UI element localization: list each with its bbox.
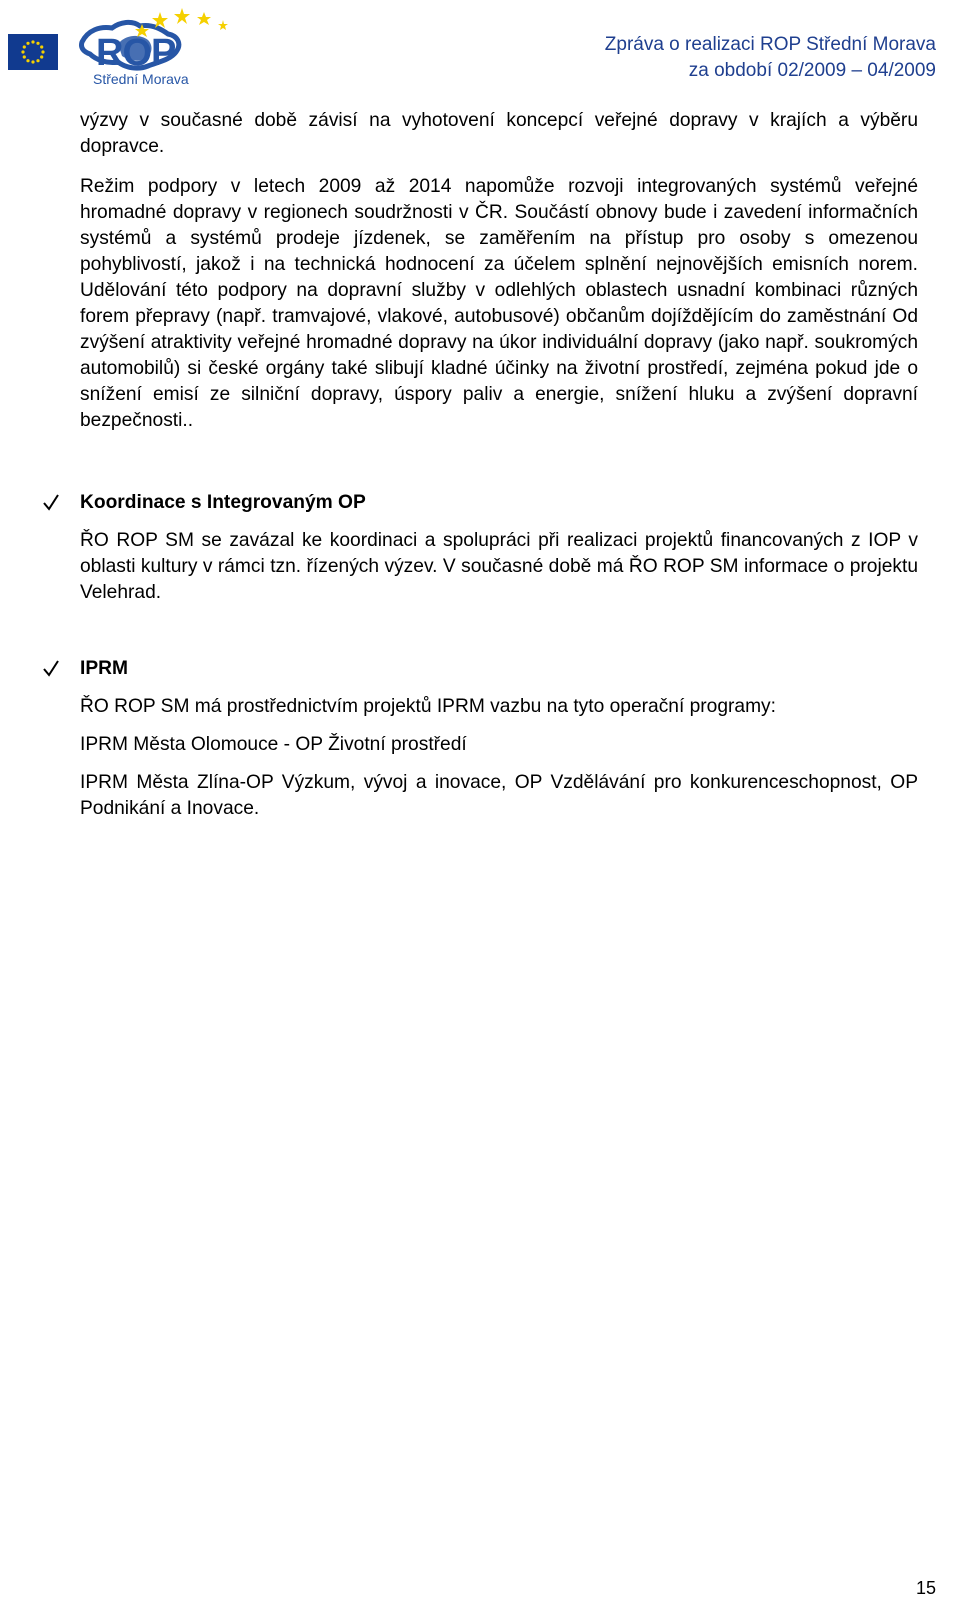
paragraph: ŘO ROP SM má prostřednictvím projektů IPRM vazbu na tyto operační programy:	[80, 696, 776, 717]
eu-flag-icon	[8, 34, 58, 70]
page-number: 15	[915, 1578, 936, 1598]
logo-text: ROP	[96, 32, 176, 74]
paragraph: výzvy v současné době závisí na vyhotovení koncepcí veřejné dopravy v krajích a výběru dopravce.	[80, 110, 918, 157]
document-period: za období 02/2009 – 04/2009	[688, 60, 936, 81]
document-title	[605, 32, 936, 84]
logo-subtitle: Střední Morava	[93, 71, 189, 87]
document-title-line1: Zpráva o realizaci ROP Střední Morava	[604, 34, 936, 55]
page-header	[0, 0, 960, 100]
paragraph: IPRM Města Olomouce - OP Životní prostředí	[80, 734, 467, 755]
checkmark-icon	[42, 658, 60, 678]
checkmark-icon	[42, 492, 60, 512]
section-heading-text: Koordinace s Integrovaným OP	[80, 492, 366, 513]
paragraph: IPRM Města Zlína-OP Výzkum, vývoj a inovace, OP Vzdělávání pro konkurenceschopnost, OP Podnikání a Inovace.	[80, 772, 918, 819]
document-body	[80, 108, 918, 822]
paragraph: Režim podpory v letech 2009 až 2014 napomůže rozvoji integrovaných systémů veřejné hromadné dopravy v regionech soudržnosti v ČR. Součástí obnovy bude i zavedení informačních systémů a systémů prodeje jízdenek, se zaměřením na přístup pro osoby s omezenou pohyblivostí, jakož i na technická hodnocení za účelem splnění nejnovějších emisních norem. Udělování této podpory na dopravní služby v odlehlých oblastech usnadní kombinaci různých forem přepravy (např. tramvajové, vlakové, autobusové) občanům dojíždějícím do zaměstnání Od zvýšení atraktivity veřejné hromadné dopravy na úkor individuální dopravy (jako např. soukromých automobilů) si české orgány také slibují kladné účinky na životní prostředí, zejména pokud jde o snížení emisí ze silniční dopravy, úspory paliv a energie, snížení hluku a zvýšení dopravní bezpečnosti..	[80, 176, 918, 431]
section-heading-iprm	[80, 656, 918, 682]
section-heading-text: IPRM	[80, 658, 128, 679]
section-heading-koordinace	[80, 490, 918, 516]
paragraph: ŘO ROP SM se zavázal ke koordinaci a spolupráci při realizaci projektů financovaných z IOP v oblasti kultury v rámci tzn. řízených výzev. V současné době má ŘO ROP SM informace o projektu Velehrad.	[80, 530, 918, 603]
